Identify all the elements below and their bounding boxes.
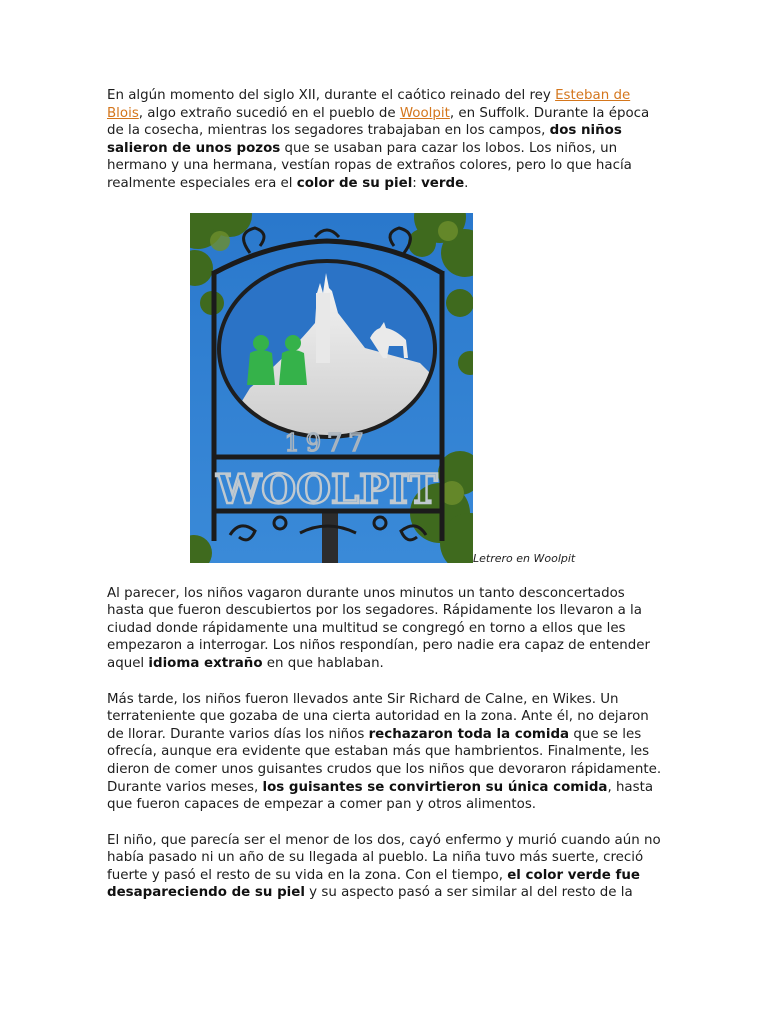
paragraph-3 [107, 691, 662, 814]
p1-bold-1: dos niños salieron de unos pozos [107, 123, 622, 156]
p3-bold-1: rechazaron toda la comida [368, 726, 570, 742]
p4-text-2: y su aspecto pasó a ser similar al del resto de la [304, 885, 633, 901]
sign-year: 1977 [284, 428, 370, 457]
p2-bold-1: idioma extraño [148, 655, 263, 671]
p3-text-3: , hasta que fueron capaces de empezar a comer pan y otros alimentos. [107, 779, 654, 813]
p1-bold-3: verde [421, 175, 465, 191]
p1-text-4: que se usaban para cazar los lobos. Los niños, un hermano y una hermana, vestían ropas de extraños colores, pero lo que hacía realmente especiales era el [107, 140, 632, 191]
p1-text-6: . [464, 175, 469, 191]
p3-text-1: Más tarde, los niños fueron llevados ante Sir Richard de Calne, en Wikes. Un terrateniente que gozaba de una cierta autoridad en la zona. Ante él, no dejaron de llorar. Durante varios días los niños [107, 691, 649, 742]
paragraph-4 [107, 832, 662, 902]
woolpit-sign-illustration [190, 213, 473, 563]
figure-woolpit-sign [107, 213, 662, 563]
document-page [107, 87, 662, 920]
paragraph-1 [107, 87, 662, 193]
p1-text-2: , algo extraño sucedió en el pueblo de [138, 105, 400, 121]
p4-text-1: El niño, que parecía ser el menor de los dos, cayó enfermo y murió cuando aún no había pasado ni un año de su llegada al pueblo. La niña tuvo más suerte, creció fuerte y pasó el resto de su vida en la zona. Con el tiempo, [107, 832, 661, 883]
sign-name: WOOLPIT [216, 465, 438, 513]
paragraph-2 [107, 585, 662, 673]
p1-text-1: En algún momento del siglo XII, durante el caótico reinado del rey [107, 88, 556, 103]
p3-bold-2: los guisantes se convirtieron su única comida [262, 779, 608, 795]
p1-text-3: , en Suffolk. Durante la época de la cosecha, mientras los segadores trabajaban en los campos, [107, 105, 650, 139]
link-woolpit[interactable]: Woolpit [399, 105, 450, 121]
p1-bold-2: color de su piel [296, 175, 413, 191]
p3-text-2: que se les ofrecía, aunque era evidente que estaban más que hambrientos. Finalmente, les dieron de comer unos guisantes crudos que los niños que devoraron rápidamente. Durante varios meses, [107, 726, 662, 795]
p4-bold-1: el color verde fue desapareciendo de su piel [107, 867, 640, 901]
p2-text-1: Al parecer, los niños vagaron durante unos minutos un tanto desconcertados hasta que fueron descubiertos por los segadores. Rápidamente los llevaron a la ciudad donde rápidamente una multitud se congregó en torno a ellos que les empezaron a interrogar. Los niños respondían, pero nadie era capaz de entender aquel [107, 585, 651, 671]
figure-caption: Letrero en Woolpit [473, 551, 576, 565]
link-esteban-de-blois[interactable]: Esteban de Blois [107, 88, 631, 121]
p1-text-5: : [412, 175, 422, 191]
woolpit-sign-photo [190, 213, 473, 563]
p2-text-2: en que hablaban. [262, 655, 384, 671]
